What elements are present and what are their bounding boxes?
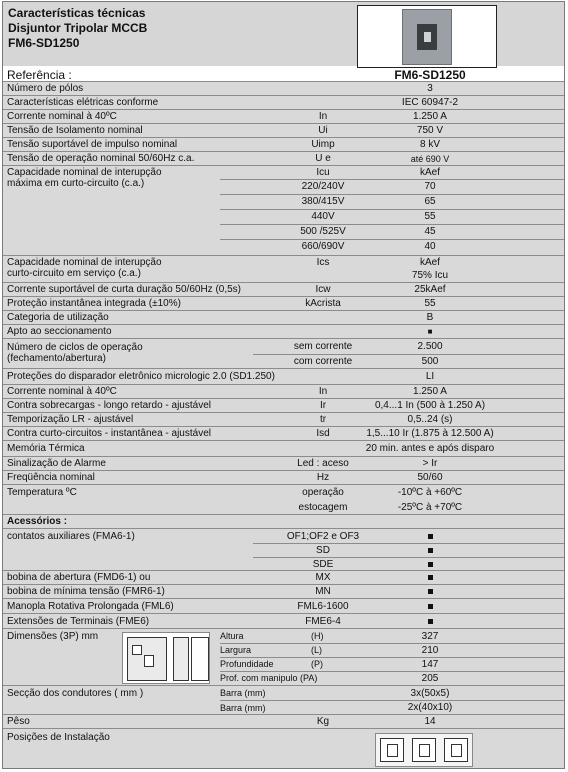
mount-horizontal-right-icon — [444, 738, 468, 762]
conductor-value: 3x(50x5) — [410, 687, 450, 699]
breaking-symbol: Icu — [316, 167, 330, 178]
breaking-voltage: 220/240V — [301, 181, 345, 192]
dimension-name: Largura — [220, 645, 252, 655]
dimension-name: Profundidade — [220, 659, 274, 669]
breaking-value: 55 — [424, 211, 436, 222]
dimension-unit: (P) — [311, 659, 323, 669]
temperature-row — [3, 485, 564, 515]
accessory-label: Extensões de Terminais (FME6) — [7, 615, 150, 627]
dimension-name: Prof. com manipulo (PA) — [220, 673, 318, 683]
accessory-row — [3, 614, 564, 629]
breaking-voltage: 660/690V — [301, 241, 345, 252]
protection-value: 0,5..24 (s) — [407, 414, 453, 425]
aux-available — [360, 557, 500, 571]
spec-label: Apto ao seccionamento — [7, 326, 112, 337]
temperature-value: -10ºC à +60ºC — [397, 487, 463, 498]
protection-symbol: Led : aceso — [297, 458, 349, 469]
service-unit: kAef — [419, 257, 440, 268]
temperature-label: Temperatura ºC — [7, 487, 77, 498]
protection-row — [3, 369, 564, 385]
protection-row — [3, 385, 564, 399]
spec-symbol: U e — [315, 153, 331, 164]
spec-value: 25kAef — [414, 284, 446, 295]
spec-label: Corrente nominal à 40ºC — [7, 111, 117, 122]
spec-label: Tensão de operação nominal 50/60Hz c.a. — [7, 153, 195, 164]
accessory-label: bobina de abertura (FMD6-1) ou — [7, 572, 151, 583]
cycles-condition: sem corrente — [293, 341, 353, 352]
accessory-code: MX — [315, 572, 331, 583]
protection-value: > Ir — [422, 458, 438, 469]
spec-value: B — [426, 312, 434, 323]
dimension-value: 327 — [421, 630, 439, 642]
available-marker-icon — [428, 562, 433, 567]
installation-label: Posições de Instalação — [7, 731, 110, 743]
protection-symbol: In — [318, 386, 328, 397]
aux-contacts-label: contatos auxiliares (FMA6-1) — [7, 530, 135, 542]
protection-row — [3, 457, 564, 471]
available-marker-icon — [428, 604, 433, 609]
protection-symbol: Hz — [316, 472, 330, 483]
breaking-voltage: 380/415V — [301, 196, 345, 207]
temperature-condition: estocagem — [298, 502, 348, 513]
dimension-value: 147 — [421, 658, 439, 670]
dimension-unit: (L) — [311, 645, 322, 655]
spec-row — [3, 325, 564, 339]
title-line3: FM6-SD1250 — [8, 36, 80, 50]
cycles-label — [7, 339, 143, 371]
weight-label: Pêso — [7, 716, 30, 727]
accessories-heading-row — [3, 515, 564, 529]
accessory-code: FME6-4 — [305, 615, 341, 627]
protection-label: Memória Térmica — [7, 443, 85, 454]
breaking-label-line2: máxima em curto-circuito (c.a.) — [7, 178, 145, 189]
accessory-code: FML6-1600 — [297, 600, 349, 612]
conductor-value: 2x(40x10) — [407, 702, 453, 713]
spec-symbol: Ui — [318, 125, 328, 136]
spec-symbol: Uimp — [311, 139, 335, 150]
spec-label: Corrente suportável de curta duração 50/60Hz (0,5s) — [7, 284, 242, 295]
spec-symbol: Icw — [315, 284, 331, 295]
accessory-code: MN — [315, 586, 331, 597]
spec-label: Categoria de utilização — [7, 312, 109, 323]
aux-code: OF1;OF2 e OF3 — [286, 530, 360, 542]
spec-symbol: kAcrista — [305, 298, 341, 309]
spec-row — [3, 110, 564, 124]
reference-row — [3, 68, 564, 82]
dimension-drawing — [122, 632, 210, 684]
conductors-label: Secção dos condutores ( mm ) — [7, 688, 144, 699]
aux-code: SDE — [312, 558, 334, 570]
accessory-row — [3, 599, 564, 614]
service-symbol: Ics — [316, 257, 330, 268]
aux-available — [360, 529, 500, 543]
spec-row — [3, 283, 564, 297]
available-marker-icon — [428, 548, 433, 553]
weight-symbol: Kg — [316, 716, 330, 727]
protection-value: 50/60 — [417, 472, 443, 483]
mount-vertical-icon — [412, 738, 436, 762]
available-marker-icon — [428, 575, 433, 580]
service-capacity-row — [3, 256, 564, 283]
spec-symbol: In — [318, 111, 328, 122]
spec-value: 8 kV — [419, 139, 440, 150]
cycles-label-line2: (fechamento/abertura) — [7, 353, 106, 364]
protection-label: Contra sobrecargas - longo retardo - ajustável — [7, 400, 211, 411]
breaking-label-line1: Capacidade nominal de interupção — [7, 167, 162, 178]
protection-value: 0,4...1 In (500 à 1.250 A) — [374, 400, 486, 411]
protection-label: Temporização LR - ajustável — [7, 414, 134, 425]
breaker-image — [402, 9, 452, 65]
dimension-value: 210 — [421, 644, 439, 656]
cycles-label-line1: Número de ciclos de operação — [7, 342, 143, 353]
cycles-value: 2.500 — [417, 341, 443, 352]
available-marker-icon — [428, 534, 433, 539]
spec-label: Proteção instantânea integrada (±10%) — [7, 298, 181, 309]
dimension-unit: (H) — [311, 631, 324, 641]
protection-symbol: Isd — [316, 428, 330, 439]
conductors-row — [3, 686, 564, 715]
protection-label: Proteções do disparador eletrônico micrologic 2.0 (SD1.250) — [7, 371, 275, 382]
breaking-value: 65 — [424, 196, 436, 207]
aux-available — [360, 543, 500, 557]
breaking-unit: kAef — [419, 167, 440, 178]
service-label — [7, 256, 162, 283]
spec-row — [3, 311, 564, 325]
spec-label: Tensão suportável de impulso nominal — [7, 139, 178, 150]
breaking-label — [7, 166, 162, 256]
temperature-condition: operação — [302, 487, 344, 498]
reference-value: FM6-SD1250 — [394, 67, 466, 82]
installation-positions — [375, 733, 473, 767]
conductor-name: Barra (mm) — [220, 688, 266, 698]
protection-label: Contra curto-circuitos - instantânea - ajustável — [7, 428, 211, 439]
weight-row — [3, 715, 564, 729]
spec-label: Tensão de Isolamento nominal — [7, 125, 143, 136]
spec-row — [3, 152, 564, 166]
breaking-voltage: 440V — [311, 211, 335, 222]
service-label-line2: curto-circuito em serviço (c.a.) — [7, 268, 141, 279]
available-marker-icon — [428, 589, 433, 594]
datasheet — [2, 1, 565, 769]
protection-symbol: Ir — [319, 400, 327, 411]
spec-row — [3, 297, 564, 311]
protection-value: 1,5...10 Ir (1.875 à 12.500 A) — [366, 428, 494, 439]
spec-row — [3, 138, 564, 152]
spec-value: até 690 V — [410, 153, 450, 164]
header — [3, 2, 564, 66]
protection-row — [3, 427, 564, 441]
aux-code: SD — [316, 544, 330, 556]
cycles-row — [3, 339, 564, 369]
cycles-condition: com corrente — [293, 356, 353, 367]
protection-value: 1.250 A — [413, 386, 447, 397]
dimension-name: Altura — [220, 631, 244, 641]
title-line2: Disjuntor Tripolar MCCB — [8, 21, 148, 35]
accessory-row — [3, 585, 564, 599]
spec-row — [3, 82, 564, 96]
available-marker-icon — [428, 619, 433, 624]
protection-row — [3, 399, 564, 413]
spec-label: Número de pólos — [7, 83, 84, 94]
protection-label: Freqüência nominal — [7, 472, 95, 483]
breaking-value: 40 — [424, 241, 436, 252]
protection-symbol: tr — [319, 414, 327, 425]
protection-row — [3, 413, 564, 427]
spec-row — [3, 124, 564, 138]
spec-label: Características elétricas conforme — [7, 97, 159, 108]
breaking-value: 45 — [424, 226, 436, 237]
accessory-available — [360, 571, 500, 584]
temperature-value: -25ºC à +70ºC — [397, 502, 463, 513]
breaking-capacity-block — [3, 166, 564, 256]
protection-label: Corrente nominal à 40ºC — [7, 386, 117, 397]
accessories-heading: Acessórios : — [7, 516, 68, 527]
protection-row — [3, 441, 564, 457]
reference-label: Referência : — [7, 67, 72, 82]
mount-horizontal-left-icon — [380, 738, 404, 762]
accessory-label: Manopla Rotativa Prolongada (FML6) — [7, 600, 174, 612]
protection-value: LI — [425, 371, 435, 382]
accessory-available — [360, 585, 500, 598]
dimensions-label: Dimensões (3P) mm — [7, 631, 99, 642]
breaking-voltage: 500 /525V — [300, 226, 346, 237]
cycles-value: 500 — [421, 356, 439, 367]
spec-value: ■ — [427, 327, 433, 336]
accessory-available — [360, 614, 500, 628]
accessory-available — [360, 599, 500, 613]
weight-value: 14 — [424, 716, 436, 727]
installation-row — [3, 729, 564, 768]
protection-row — [3, 471, 564, 485]
dimension-value: 205 — [421, 672, 439, 684]
title-line1: Características técnicas — [8, 6, 146, 20]
service-value: 75% Icu — [411, 270, 449, 281]
spec-value: 3 — [427, 83, 433, 94]
product-photo — [357, 5, 497, 68]
breaking-value: 70 — [424, 181, 436, 192]
aux-contacts-row — [3, 529, 564, 571]
conductor-name: Barra (mm) — [220, 702, 266, 713]
accessory-label: bobina de mínima tensão (FMR6-1) — [7, 586, 165, 597]
spec-value: 750 V — [416, 125, 444, 136]
protection-label: Sinalização de Alarme — [7, 458, 106, 469]
protection-value: 20 min. antes e após disparo — [365, 443, 495, 454]
spec-row — [3, 96, 564, 110]
title-block — [8, 6, 147, 51]
spec-value: 55 — [424, 298, 436, 309]
spec-value: 1.250 A — [413, 111, 447, 122]
dimensions-block — [3, 629, 564, 686]
spec-value: IEC 60947-2 — [401, 97, 459, 108]
service-label-line1: Capacidade nominal de interupção — [7, 257, 162, 268]
accessory-row — [3, 571, 564, 585]
